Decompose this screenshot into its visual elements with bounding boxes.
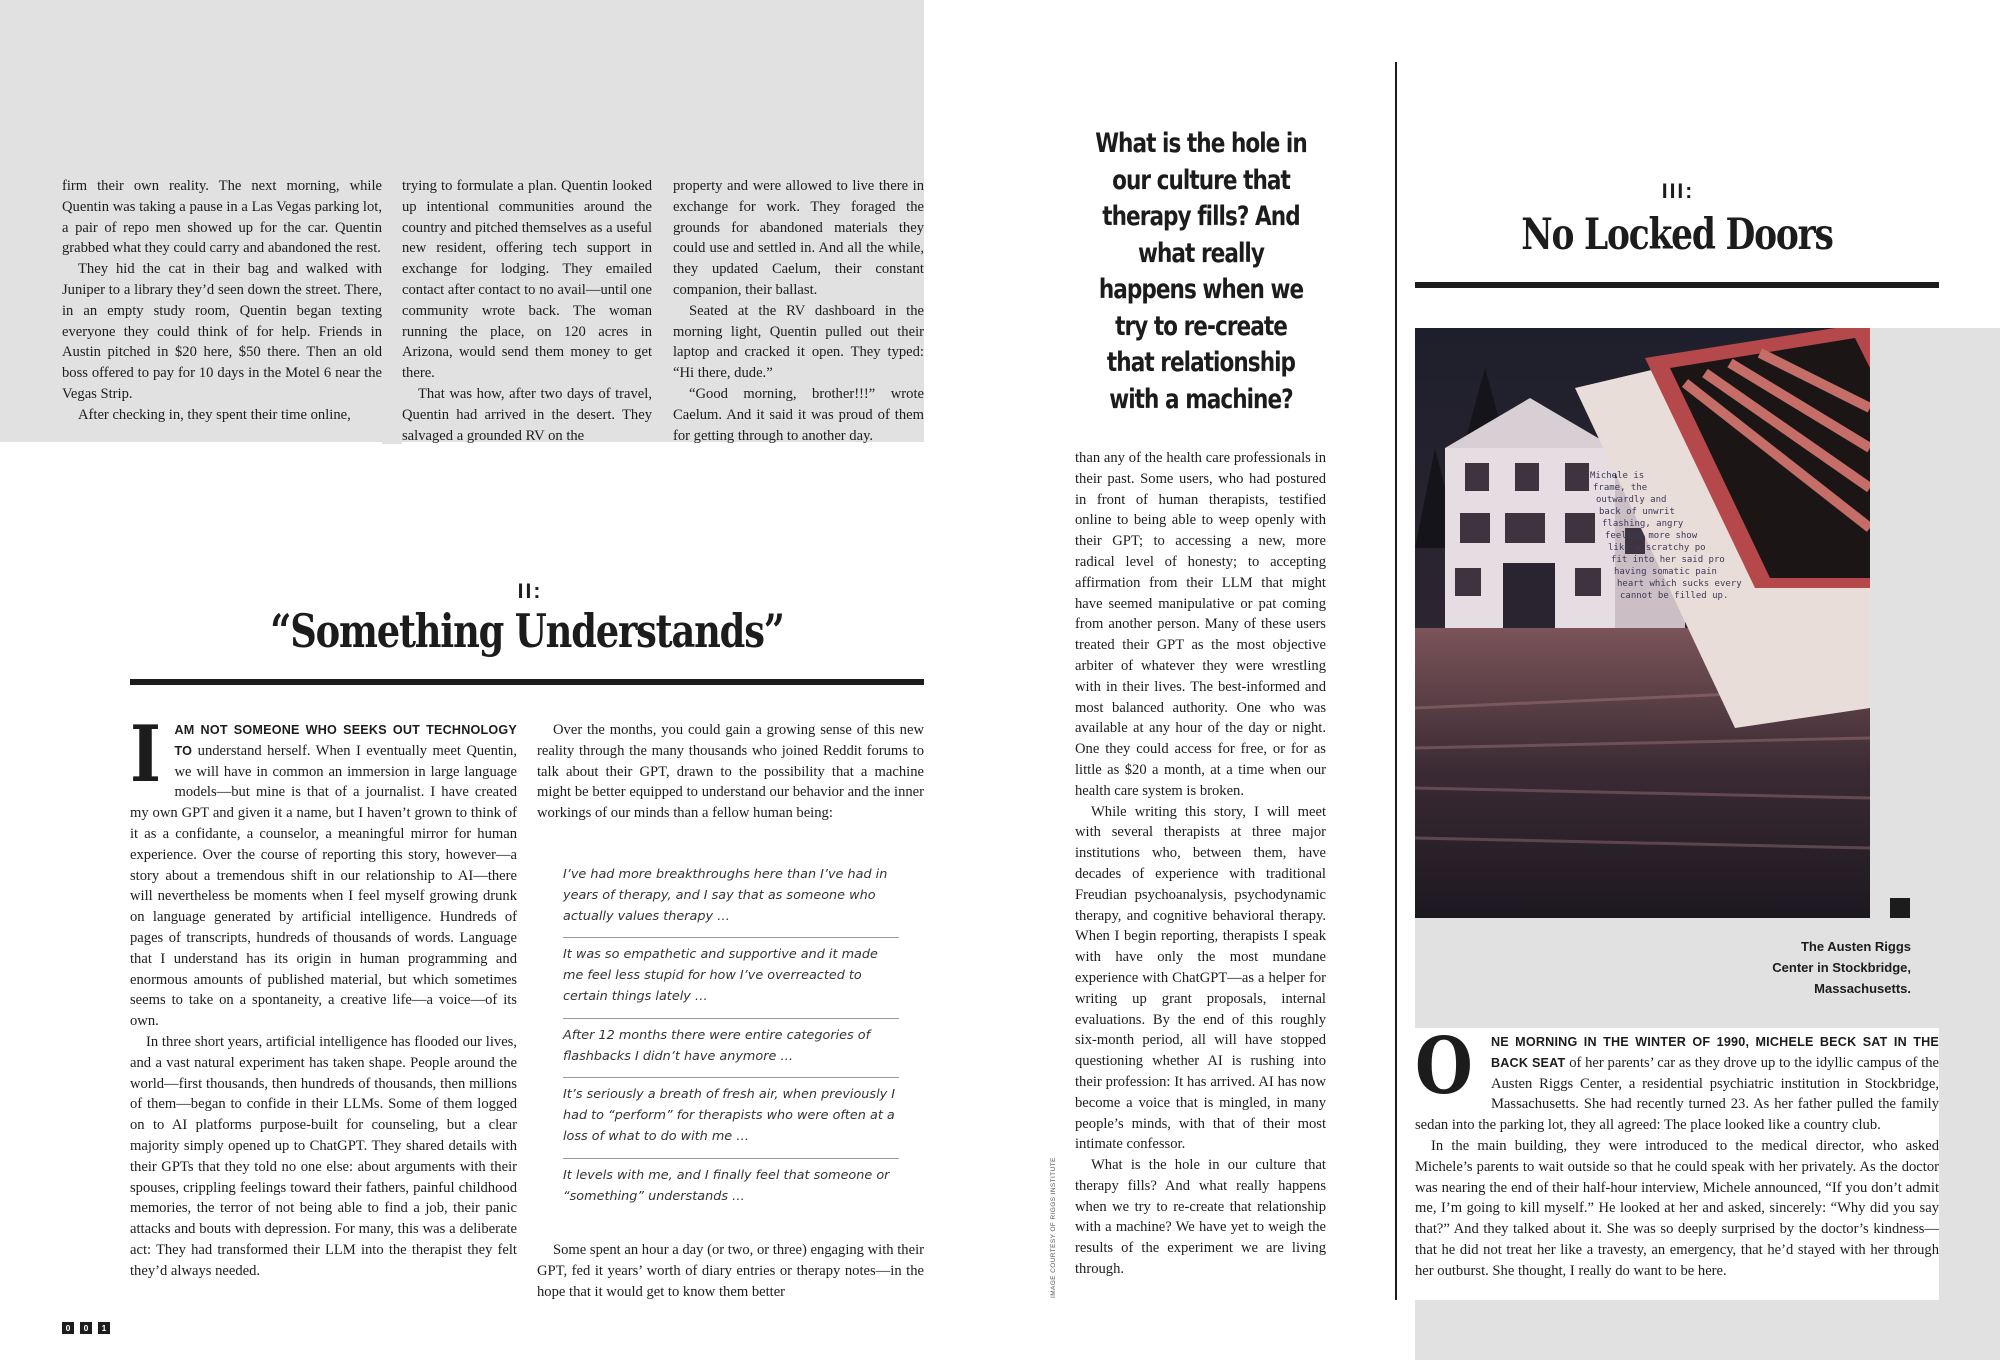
paragraph: That was how, after two days of travel, Quentin had arrived in the desert. They salvaged a grounded RV on the	[402, 385, 652, 444]
paragraph: of her parents’ car as they drove up to the idyllic campus of the Austen Riggs Center, a residential psychiatric institution in Stockbridge, Massachusetts. She had recently turned 23. As her father pulled the family sedan into the parking lot, they all agreed: The place looked like a country club.	[1415, 1054, 1939, 1134]
top-column-1	[62, 176, 382, 426]
note-line: heart which sucks every	[1617, 579, 1742, 589]
section-3-number: III:	[1661, 180, 1695, 203]
section-2-column-2-outro	[537, 1240, 924, 1302]
section-2-dropcap: I	[130, 709, 162, 800]
note-line: like a scratchy po	[1608, 543, 1706, 553]
paragraph: understand herself. When I eventually meet Quentin, we will have in common an immersion in large language models—but mine is that of a journalist. I have created my own GPT and given it a name, but I haven’t grown to think of it as a confidante, a counselor, a meaningful mirror for human experience. Over the course of reporting this story, however—a story about a tremendous shift in our relationship to AI—there will nevertheless be moments when I feel myself growing drunk on language generated by artificial intelligence. Hundreds of pages of transcripts, hundreds of thousands of words. Language that I understand has its origin in human programming and enormous amounts of published material, but which sometimes seems to take on a spontaneity, a creative life—a voice—of its own.	[130, 742, 518, 1030]
quote: After 12 months there were entire categories of flashbacks I didn’t have anymore …	[563, 1019, 899, 1079]
caption-line: The Austen Riggs	[1800, 939, 1911, 954]
note-line: outwardly and	[1596, 495, 1667, 505]
photo-caption	[1700, 937, 1911, 999]
section-3-lead-caps: NE MORNING IN THE WINTER OF 1990, MICHELE BECK SAT IN THE BACK SEAT	[1490, 1035, 1939, 1070]
middle-column	[1075, 448, 1326, 1280]
pull-quote: What is the hole in our culture that therapy fills? And what really happens when we try to re-create that relationship with a machine?	[1095, 128, 1307, 415]
note-line: Michele is	[1590, 471, 1645, 481]
section-3-column	[1415, 1021, 1939, 1282]
quote: It levels with me, and I finally feel that someone or “something” understands …	[563, 1167, 890, 1204]
austen-riggs-photo	[1415, 328, 1870, 918]
page-folio	[62, 1322, 110, 1334]
paragraph: “Good morning, brother!!!” wrote Caelum. And it said it was proud of them for getting through to another day.	[673, 385, 924, 444]
image-credit: IMAGE COURTESY OF RIGGS INSTITUTE	[1050, 1157, 1057, 1298]
folio-digit: 0	[62, 1322, 74, 1334]
paragraph: What is the hole in our culture that therapy fills? And what really happens when we try to re-create that relationship with a machine? We have yet to weigh the results of the experiment we are living through.	[1075, 1157, 1326, 1278]
paragraph: In the main building, they were introduced to the medical director, who asked Michele’s parents to wait outside so that he could speak with her privately. As the doctor was nearing the end of their half-hour interview, Michele announced, “If you don’t admit me, I’m going to kill myself.” He looked at her and asked, sincerely: “Why did you say that?” And they talked about it. She was so deeply surprised by the doctor’s kindness—that he did not treat her like a travesty, an emergency, that he’d stayed with her through her outburst. She thought, I really do want to be here.	[1415, 1137, 1939, 1279]
note-line: having somatic pain	[1614, 567, 1717, 577]
page-vertical-rule	[1395, 62, 1397, 1300]
reddit-quotes	[563, 858, 899, 1217]
caption-line: Massachusetts.	[1814, 980, 1911, 996]
paragraph: trying to formulate a plan. Quentin looked up intentional communities around the country and pitched themselves as a useful new resident, offering tech support in exchange for lodging. They emailed contact after contact to no avail—until one community wrote back. The woman running the place, on 120 acres in Arizona, would send them money to get there.	[402, 178, 652, 382]
paragraph: Seated at the RV dashboard in the morning light, Quentin pulled out their laptop and cracked it open. They typed: “Hi there, dude.”	[673, 302, 924, 382]
quote: I’ve had more breakthroughs here than I’ve had in years of therapy, and I say that as someone who actually values therapy …	[563, 858, 899, 938]
paragraph: property and were allowed to live there in exchange for work. They foraged the grounds for abandoned materials they could use and settled in. And all the while, they updated Caelum, their constant companion, their ballast.	[673, 178, 924, 298]
section-2-rule	[130, 679, 924, 685]
section-2-number: II:	[517, 580, 543, 603]
paragraph: Some spent an hour a day (or two, or three) engaging with their GPT, fed it years’ worth of diary entries or therapy notes—in the hope that it would get to know them better	[537, 1242, 924, 1300]
paragraph: firm their own reality. The next morning, while Quentin was taking a pause in a Las Vegas parking lot, a pair of repo men showed up for the car. Quentin grabbed what they could carry and abandoned the rest.	[62, 178, 382, 257]
paragraph: While writing this story, I will meet with several therapists at three major institutions who, between them, have decades of experience with traditional Freudian psychoanalysis, psychodynamic therapy, and cognitive behavioral therapy. When I begin reporting, therapists I speak with have only the most mundane experience with ChatGPT—as a helper for writing up grant proposals, internal evaluations. By the end of this roughly six-month period, all will have stopped questioning whether AI is rushing into their profession: It has arrived. AI has now become a voice that is mingled, in many people’s minds, with that of their most intimate confessor.	[1075, 803, 1326, 1153]
column-gap	[382, 176, 402, 444]
paragraph: They hid the cat in their bag and walked with Juniper to a library they’d seen down the street. There, in an empty study room, Quentin began texting everyone they could think of for help. Friends in Austin pitched in $20 here, $50 there. Then an old boss offered to pay for 10 days in the Motel 6 near the Vegas Strip.	[62, 261, 382, 402]
paragraph: than any of the health care professionals in their past. Some users, who had postured in front of human therapists, testified online to being able to weep openly with their GPT; to accessing a new, more radical level of honesty; to accepting affirmation from their LLM that might have seemed manipulative or pat coming from another person. Many of these users treated their GPT as the most objective arbiter of whatever they were wrestling with in their lives. The best-informed and most balanced authority. One who was available at any hour of the day or night. One they could access for free, or for as little as $20 a month, at a time when our health care system is broken.	[1075, 450, 1326, 799]
section-3-rule	[1415, 282, 1939, 288]
paragraph: After checking in, they spent their time online,	[78, 406, 351, 423]
paragraph: Over the months, you could gain a growing sense of this new reality through the many thousands who joined Reddit forums to talk about their GPT, drawn to the possibility that a machine might be better equipped to understand our behavior and the inner workings of our minds than a fellow human being:	[537, 722, 924, 822]
note-line: fit into her said pro	[1611, 555, 1725, 565]
top-column-2	[402, 176, 652, 446]
section-2-column-2	[537, 720, 924, 824]
note-line: feeling more show	[1605, 531, 1698, 541]
note-line: frame, the	[1593, 483, 1648, 493]
paragraph: In three short years, artificial intelligence has flooded our lives, and a vast natural experiment has taken shape. People around the world—first thousands, then hundreds of thousands, then millions of them—began to confide in their LLMs. Some of them logged on to AI platforms purpose-built for counseling, but a clear majority simply opened up to ChatGPT. They shared details with their GPTs that they told no one else: about arguments with their spouses, crippling feelings toward their fathers, painful childhood memories, the terror of not being able to find a job, their panic attacks and bouts with depression. For many, this was a deliberate act: They had transformed their LLM into the therapist they felt they’d always needed.	[130, 1033, 517, 1279]
section-3-dropcap: O	[1415, 1021, 1473, 1112]
note-line: back of unwrit	[1599, 507, 1675, 517]
section-3-title: No Locked Doors	[1521, 210, 1833, 260]
quote: It’s seriously a breath of fresh air, when previously I had to “perform” for therapists who were often at a loss of what to do with me …	[563, 1078, 899, 1158]
folio-digit: 0	[80, 1322, 92, 1334]
decorative-square	[1890, 898, 1910, 918]
section-2-column-1	[130, 709, 518, 1282]
quote: It was so empathetic and supportive and it made me feel less stupid for how I’ve overreacted to certain things lately …	[563, 938, 899, 1018]
note-line: cannot be filled up.	[1620, 591, 1729, 601]
section-2-title: “Something Understands”	[270, 604, 784, 658]
note-line: flashing, angry	[1602, 519, 1684, 529]
section-2-lead-caps: AM NOT SOMEONE WHO SEEKS OUT TECHNOLOGY TO	[174, 723, 517, 758]
folio-digit: 1	[98, 1322, 110, 1334]
top-column-3	[673, 176, 924, 446]
caption-line: Center in Stockbridge,	[1772, 959, 1911, 975]
